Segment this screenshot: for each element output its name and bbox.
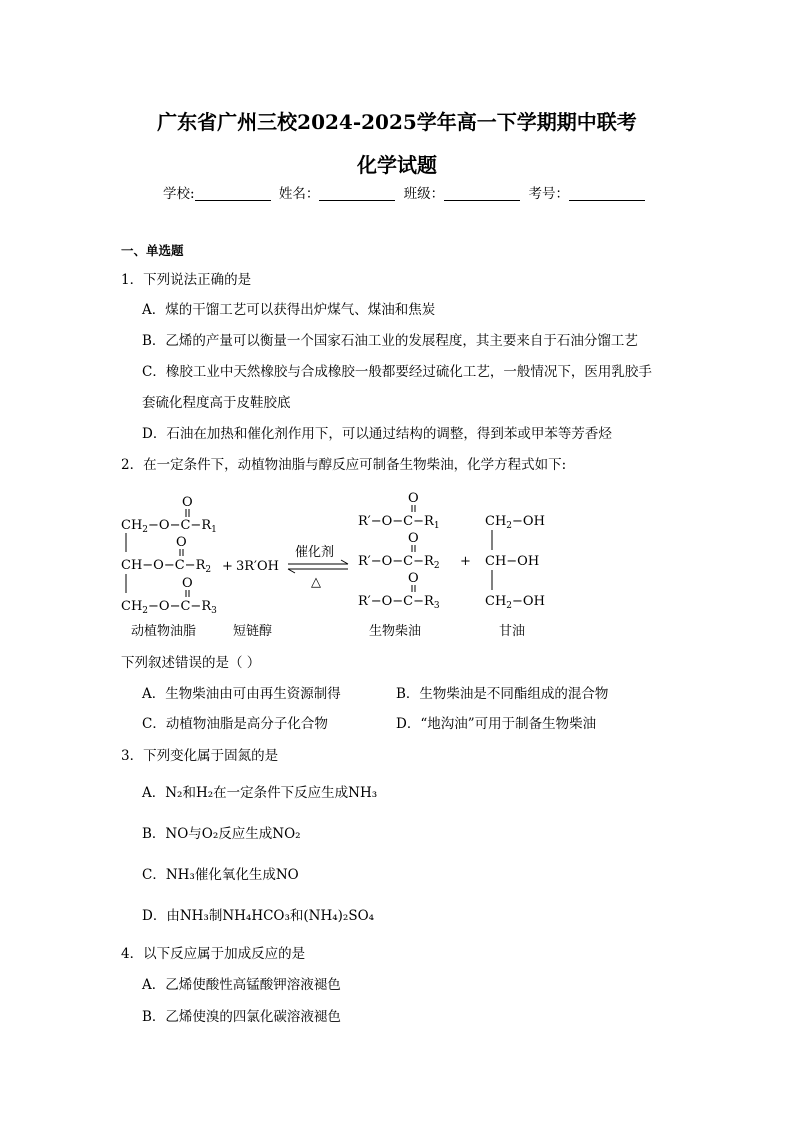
question-3-option-d: D．由NH₃制NH₄HCO₃和(NH₄)₂SO₄ bbox=[142, 908, 375, 924]
svg-text:O: O bbox=[176, 535, 187, 550]
question-1-stem: 1．下列说法正确的是 bbox=[121, 272, 252, 288]
heat-symbol: △ bbox=[311, 575, 321, 590]
svg-text:O: O bbox=[408, 491, 419, 506]
question-4-stem: 4．以下反应属于加成反应的是 bbox=[121, 946, 306, 962]
class-label: 班级： bbox=[403, 186, 445, 202]
svg-text:CH2−O−C−R1: $CH_2-O-C-R_1$ bbox=[121, 518, 217, 535]
reagent-formula: 3R′OH bbox=[236, 559, 280, 574]
label-glycerol: 甘油 bbox=[499, 624, 526, 639]
svg-text:CH2−OH: $CH_2-OH$ bbox=[485, 594, 545, 611]
name-blank[interactable] bbox=[319, 187, 395, 201]
plus-sign: + bbox=[460, 554, 471, 569]
svg-text:O: O bbox=[408, 531, 419, 546]
catalyst-label: 催化剂 bbox=[295, 545, 335, 560]
label-oil: 动植物油脂 bbox=[131, 624, 197, 639]
student-info-line bbox=[163, 182, 649, 202]
question-3-option-c: C．NH₃催化氧化生成NO bbox=[142, 867, 299, 883]
question-3-option-b: B．NO与O₂反应生成NO₂ bbox=[142, 826, 301, 842]
exam-number-label: 考号： bbox=[528, 186, 569, 202]
question-2-stem: 2．在一定条件下，动植物油脂与醇反应可制备生物柴油，化学方程式如下: bbox=[121, 457, 567, 473]
svg-text:O: O bbox=[408, 571, 419, 586]
question-1-option-a: A．煤的干馏工艺可以获得出炉煤气、煤油和焦炭 bbox=[142, 302, 436, 318]
page-subtitle: 化学试题 bbox=[357, 153, 437, 177]
reaction-equation bbox=[115, 490, 565, 640]
question-1-option-d: D．石油在加热和催化剂作用下，可以通过结构的调整，得到苯或甲苯等芳香烃 bbox=[142, 426, 612, 442]
question-2-option-a: A．生物柴油由可由再生资源制得 bbox=[142, 686, 341, 702]
school-label: 学校: bbox=[163, 186, 195, 202]
question-1-option-c-cont: 套硫化程度高于皮鞋胶底 bbox=[142, 395, 291, 411]
exam-number-blank[interactable] bbox=[569, 187, 645, 201]
svg-text:O: O bbox=[182, 495, 193, 510]
question-4-option-a: A．乙烯使酸性高锰酸钾溶液褪色 bbox=[142, 977, 341, 993]
question-2-option-d: D．“地沟油”可用于制备生物柴油 bbox=[396, 716, 597, 732]
svg-text:R′−O−C−R3: $R'-O-C-R_3$ bbox=[358, 594, 440, 611]
school-blank[interactable] bbox=[195, 187, 271, 201]
plus-sign: + bbox=[222, 559, 233, 574]
question-3-option-a: A．N₂和H₂在一定条件下反应生成NH₃ bbox=[142, 785, 378, 801]
biodiesel-structure bbox=[358, 491, 440, 611]
class-blank[interactable] bbox=[444, 187, 520, 201]
question-2-option-c: C．动植物油脂是高分子化合物 bbox=[142, 716, 328, 732]
svg-text:CH−OH: CH−OH bbox=[485, 554, 540, 569]
svg-text:R′−O−C−R1: $R'-O-C-R_1$ bbox=[358, 514, 440, 531]
label-biodiesel: 生物柴油 bbox=[369, 624, 422, 639]
question-1-option-c: C．橡胶工业中天然橡胶与合成橡胶一般都要经过硫化工艺，一般情况下，医用乳胶手 bbox=[142, 364, 652, 380]
section-heading: 一、单选题 bbox=[121, 243, 184, 258]
svg-text:R′−O−C−R2: $R'-O-C-R_2$ bbox=[358, 554, 440, 571]
triglyceride-structure bbox=[121, 495, 217, 616]
question-1-option-b: B．乙烯的产量可以衡量一个国家石油工业的发展程度，其主要来自于石油分馏工艺 bbox=[142, 333, 638, 349]
label-alcohol: 短链醇 bbox=[233, 624, 273, 639]
question-4-option-b: B．乙烯使溴的四氯化碳溶液褪色 bbox=[142, 1009, 341, 1025]
name-label: 姓名： bbox=[278, 186, 320, 202]
svg-text:CH−O−C−R2: $CH-O-C-R_2$ bbox=[121, 558, 212, 575]
question-2-prompt: 下列叙述错误的是（ ） bbox=[121, 655, 261, 671]
page-title: 广东省广州三校2024-2025学年高一下学期期中联考 bbox=[157, 110, 637, 134]
svg-text:O: O bbox=[182, 576, 193, 591]
svg-text:CH2−O−C−R3: $CH_2-O-C-R_3$ bbox=[121, 599, 217, 616]
svg-text:CH2−OH: $CH_2-OH$ bbox=[485, 514, 545, 531]
question-2-option-b: B．生物柴油是不同酯组成的混合物 bbox=[396, 686, 609, 702]
question-3-stem: 3．下列变化属于固氮的是 bbox=[121, 748, 279, 764]
glycerol-structure bbox=[485, 514, 545, 611]
